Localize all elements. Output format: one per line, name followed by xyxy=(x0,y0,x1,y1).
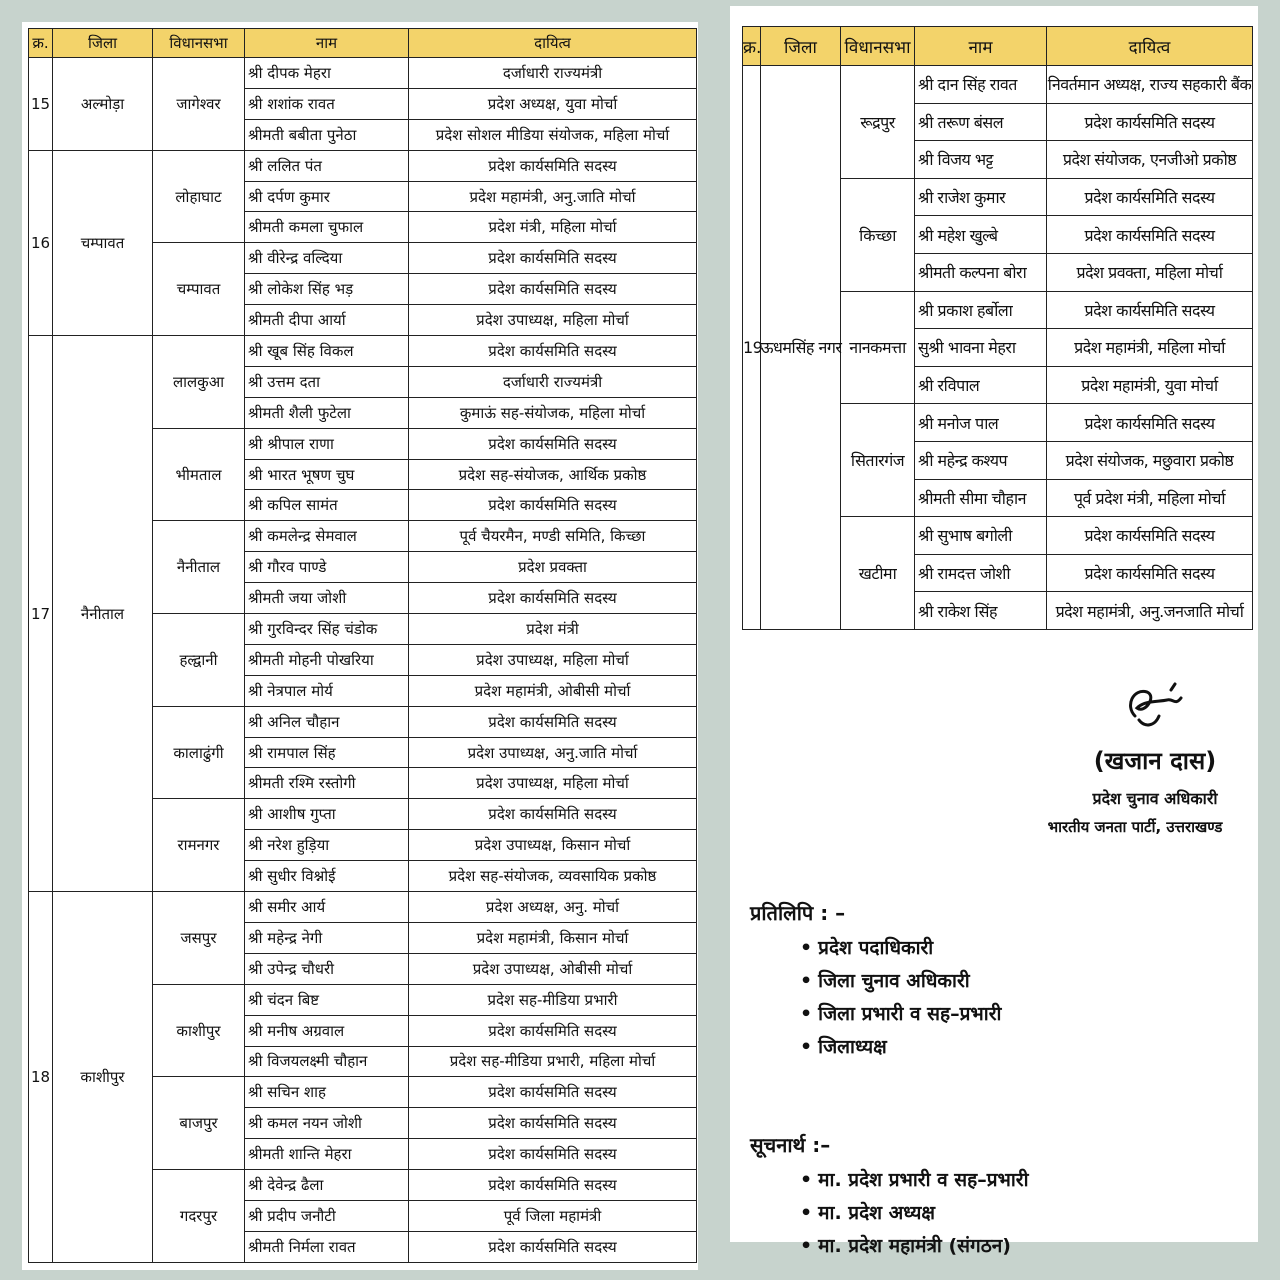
responsibility-cell: प्रदेश कार्यसमिति सदस्य xyxy=(409,583,697,614)
assembly-cell: जागेश्वर xyxy=(153,58,245,151)
responsibility-cell: प्रदेश उपाध्यक्ष, महिला मोर्चा xyxy=(409,768,697,799)
person-name-cell: श्री गौरव पाण्डे xyxy=(245,552,409,583)
responsibility-cell: प्रदेश कार्यसमिति सदस्य xyxy=(409,490,697,521)
person-name-cell: श्री रामदत्त जोशी xyxy=(915,554,1047,592)
for-info-list xyxy=(800,1166,1029,1265)
person-name-cell: श्रीमती शैली फुटेला xyxy=(245,397,409,428)
district-cell: ऊधमसिंह नगर xyxy=(761,66,841,630)
responsibility-cell: प्रदेश सह-मीडिया प्रभारी xyxy=(409,984,697,1015)
person-name-cell: श्री मनोज पाल xyxy=(915,404,1047,442)
serial-number-cell: 18 xyxy=(29,892,53,1263)
responsibility-cell: निवर्तमान अध्यक्ष, राज्य सहकारी बैंक xyxy=(1047,66,1253,104)
for-info-section xyxy=(750,1131,1029,1265)
person-name-cell: श्री विजय भट्ट xyxy=(915,141,1047,179)
list-item: • मा. प्रदेश प्रभारी व सह–प्रभारी xyxy=(800,1169,1029,1191)
responsibility-cell: प्रदेश सह-संयोजक, व्यवसायिक प्रकोष्ठ xyxy=(409,861,697,892)
assembly-cell: खटीमा xyxy=(841,517,915,630)
person-name-cell: श्री महेन्द्र नेगी xyxy=(245,922,409,953)
bullet-icon: • xyxy=(800,1003,813,1025)
copy-to-heading: प्रतिलिपि : – xyxy=(750,901,846,925)
header-serial: क्र. xyxy=(29,29,53,58)
serial-number-cell: 17 xyxy=(29,336,53,892)
person-name-cell: श्री नेत्रपाल मोर्य xyxy=(245,675,409,706)
signatory-post: प्रदेश चुनाव अधिकारी xyxy=(1092,789,1218,808)
list-item: • जिला चुनाव अधिकारी xyxy=(800,970,970,992)
responsibility-cell: प्रदेश उपाध्यक्ष, महिला मोर्चा xyxy=(409,644,697,675)
person-name-cell: श्री अनिल चौहान xyxy=(245,706,409,737)
responsibility-cell: प्रदेश कार्यसमिति सदस्य xyxy=(409,274,697,305)
person-name-cell: श्री सुधीर विश्नोई xyxy=(245,861,409,892)
responsibility-table-right xyxy=(742,26,1253,630)
responsibility-cell: प्रदेश कार्यसमिति सदस्य xyxy=(1047,216,1253,254)
person-name-cell: श्री दीपक मेहरा xyxy=(245,58,409,89)
responsibility-cell: प्रदेश महामंत्री, ओबीसी मोर्चा xyxy=(409,675,697,706)
person-name-cell: श्री कमल नयन जोशी xyxy=(245,1108,409,1139)
assembly-cell: गदरपुर xyxy=(153,1170,245,1263)
assembly-cell: किच्छा xyxy=(841,178,915,291)
bullet-icon: • xyxy=(800,1036,813,1058)
responsibility-cell: प्रदेश कार्यसमिति सदस्य xyxy=(1047,103,1253,141)
header-serial: क्र. xyxy=(743,27,761,66)
person-name-cell: श्री मनीष अग्रवाल xyxy=(245,1015,409,1046)
responsibility-cell: प्रदेश कार्यसमिति सदस्य xyxy=(1047,291,1253,329)
person-name-cell: श्री राजेश कुमार xyxy=(915,178,1047,216)
assembly-cell: नानकमत्ता xyxy=(841,291,915,404)
responsibility-cell: प्रदेश कार्यसमिति सदस्य xyxy=(1047,554,1253,592)
list-item: • मा. प्रदेश अध्यक्ष xyxy=(800,1202,936,1224)
list-item: • मा. प्रदेश महामंत्री (संगठन) xyxy=(800,1235,1011,1257)
list-item: • जिलाध्यक्ष xyxy=(800,1036,887,1058)
district-cell: काशीपुर xyxy=(53,892,153,1263)
table-row xyxy=(29,150,697,181)
table-row xyxy=(743,66,1253,104)
person-name-cell: श्री देवेन्द्र ढैला xyxy=(245,1170,409,1201)
person-name-cell: श्री वीरेन्द्र वल्दिया xyxy=(245,243,409,274)
responsibility-cell: कुमाऊं सह-संयोजक, महिला मोर्चा xyxy=(409,397,697,428)
person-name-cell: श्री कपिल सामंत xyxy=(245,490,409,521)
responsibility-cell: पूर्व चैयरमैन, मण्डी समिति, किच्छा xyxy=(409,521,697,552)
person-name-cell: श्रीमती सीमा चौहान xyxy=(915,479,1047,517)
person-name-cell: श्री समीर आर्य xyxy=(245,892,409,923)
bullet-icon: • xyxy=(800,970,813,992)
person-name-cell: श्री गुरविन्दर सिंह चंडोक xyxy=(245,614,409,645)
for-info-heading: सूचनार्थ :– xyxy=(750,1133,831,1157)
copy-to-list xyxy=(800,934,1001,1066)
person-name-cell: श्री चंदन बिष्ट xyxy=(245,984,409,1015)
responsibility-cell: पूर्व जिला महामंत्री xyxy=(409,1200,697,1231)
person-name-cell: श्रीमती दीपा आर्या xyxy=(245,305,409,336)
responsibility-cell: प्रदेश कार्यसमिति सदस्य xyxy=(409,1077,697,1108)
bullet-icon: • xyxy=(800,1235,813,1257)
person-name-cell: सुश्री भावना मेहरा xyxy=(915,329,1047,367)
responsibility-cell: प्रदेश प्रवक्ता, महिला मोर्चा xyxy=(1047,253,1253,291)
signature-mark xyxy=(1115,676,1195,736)
table-row xyxy=(29,336,697,367)
person-name-cell: श्री आशीष गुप्ता xyxy=(245,799,409,830)
responsibility-cell: दर्जाधारी राज्यमंत्री xyxy=(409,366,697,397)
person-name-cell: श्री सुभाष बगोली xyxy=(915,517,1047,555)
person-name-cell: श्री रामपाल सिंह xyxy=(245,737,409,768)
table-row xyxy=(29,892,697,923)
signatory-organization: भारतीय जनता पार्टी, उत्तराखण्ड xyxy=(1047,818,1223,836)
responsibility-cell: प्रदेश कार्यसमिति सदस्य xyxy=(409,150,697,181)
responsibility-cell: प्रदेश कार्यसमिति सदस्य xyxy=(409,243,697,274)
responsibility-cell: प्रदेश कार्यसमिति सदस्य xyxy=(1047,404,1253,442)
header-district: जिला xyxy=(53,29,153,58)
person-name-cell: श्रीमती निर्मला रावत xyxy=(245,1231,409,1262)
responsibility-cell: प्रदेश उपाध्यक्ष, किसान मोर्चा xyxy=(409,830,697,861)
person-name-cell: श्री दर्पण कुमार xyxy=(245,181,409,212)
person-name-cell: श्री महेन्द्र कश्यप xyxy=(915,441,1047,479)
district-cell: अल्मोड़ा xyxy=(53,58,153,151)
header-assembly: विधानसभा xyxy=(153,29,245,58)
person-name-cell: श्री प्रदीप जनौटी xyxy=(245,1200,409,1231)
bullet-icon: • xyxy=(800,1169,813,1191)
person-name-cell: श्री उपेन्द्र चौधरी xyxy=(245,953,409,984)
responsibility-cell: प्रदेश महामंत्री, महिला मोर्चा xyxy=(1047,329,1253,367)
person-name-cell: श्रीमती बबीता पुनेठा xyxy=(245,119,409,150)
district-cell: चम्पावत xyxy=(53,150,153,335)
assembly-cell: हल्द्वानी xyxy=(153,614,245,707)
person-name-cell: श्री भारत भूषण चुघ xyxy=(245,459,409,490)
person-name-cell: श्री तरूण बंसल xyxy=(915,103,1047,141)
responsibility-cell: प्रदेश कार्यसमिति सदस्य xyxy=(409,1108,697,1139)
responsibility-cell: प्रदेश महामंत्री, अनु.जनजाति मोर्चा xyxy=(1047,592,1253,630)
responsibility-cell: प्रदेश संयोजक, मछुवारा प्रकोष्ठ xyxy=(1047,441,1253,479)
responsibility-cell: प्रदेश सोशल मीडिया संयोजक, महिला मोर्चा xyxy=(409,119,697,150)
responsibility-cell: प्रदेश कार्यसमिति सदस्य xyxy=(409,799,697,830)
bullet-icon: • xyxy=(800,1202,813,1224)
table-header-row xyxy=(743,27,1253,66)
responsibility-cell: प्रदेश उपाध्यक्ष, महिला मोर्चा xyxy=(409,305,697,336)
responsibility-cell: प्रदेश कार्यसमिति सदस्य xyxy=(409,706,697,737)
header-assembly: विधानसभा xyxy=(841,27,915,66)
table-row xyxy=(29,58,697,89)
responsibility-cell: प्रदेश महामंत्री, किसान मोर्चा xyxy=(409,922,697,953)
list-item: • जिला प्रभारी व सह–प्रभारी xyxy=(800,1003,1002,1025)
serial-number-cell: 16 xyxy=(29,150,53,335)
responsibility-cell: दर्जाधारी राज्यमंत्री xyxy=(409,58,697,89)
header-name: नाम xyxy=(245,29,409,58)
assembly-cell: जसपुर xyxy=(153,892,245,985)
responsibility-cell: प्रदेश मंत्री xyxy=(409,614,697,645)
person-name-cell: श्री शशांक रावत xyxy=(245,88,409,119)
assembly-cell: रूद्रपुर xyxy=(841,66,915,179)
page-left xyxy=(22,22,698,1270)
signatory-name: (खजान दास) xyxy=(1093,747,1217,775)
person-name-cell: श्रीमती कल्पना बोरा xyxy=(915,253,1047,291)
assembly-cell: रामनगर xyxy=(153,799,245,892)
table-header-row xyxy=(29,29,697,58)
responsibility-cell: प्रदेश अध्यक्ष, अनु. मोर्चा xyxy=(409,892,697,923)
responsibility-cell: प्रदेश कार्यसमिति सदस्य xyxy=(409,1015,697,1046)
serial-number-cell: 15 xyxy=(29,58,53,151)
header-responsibility: दायित्व xyxy=(1047,27,1253,66)
responsibility-cell: प्रदेश कार्यसमिति सदस्य xyxy=(409,336,697,367)
person-name-cell: श्री नरेश हुड़िया xyxy=(245,830,409,861)
responsibility-cell: प्रदेश सह-मीडिया प्रभारी, महिला मोर्चा xyxy=(409,1046,697,1077)
signature-block xyxy=(1047,676,1240,837)
person-name-cell: श्री राकेश सिंह xyxy=(915,592,1047,630)
responsibility-cell: प्रदेश कार्यसमिति सदस्य xyxy=(1047,178,1253,216)
assembly-cell: लोहाघाट xyxy=(153,150,245,243)
person-name-cell: श्री श्रीपाल राणा xyxy=(245,428,409,459)
responsibility-cell: प्रदेश महामंत्री, अनु.जाति मोर्चा xyxy=(409,181,697,212)
assembly-cell: बाजपुर xyxy=(153,1077,245,1170)
person-name-cell: श्री महेश खुल्बे xyxy=(915,216,1047,254)
responsibility-cell: प्रदेश कार्यसमिति सदस्य xyxy=(409,1170,697,1201)
assembly-cell: काशीपुर xyxy=(153,984,245,1077)
header-responsibility: दायित्व xyxy=(409,29,697,58)
person-name-cell: श्रीमती शान्ति मेहरा xyxy=(245,1139,409,1170)
header-name: नाम xyxy=(915,27,1047,66)
responsibility-cell: प्रदेश अध्यक्ष, युवा मोर्चा xyxy=(409,88,697,119)
person-name-cell: श्री प्रकाश हर्बोला xyxy=(915,291,1047,329)
responsibility-cell: प्रदेश कार्यसमिति सदस्य xyxy=(409,1139,697,1170)
responsibility-table-left xyxy=(28,28,697,1263)
responsibility-cell: प्रदेश कार्यसमिति सदस्य xyxy=(409,1231,697,1262)
assembly-cell: चम्पावत xyxy=(153,243,245,336)
page-right xyxy=(730,6,1258,1257)
responsibility-cell: प्रदेश महामंत्री, युवा मोर्चा xyxy=(1047,366,1253,404)
assembly-cell: लालकुआ xyxy=(153,336,245,429)
responsibility-cell: प्रदेश सह-संयोजक, आर्थिक प्रकोष्ठ xyxy=(409,459,697,490)
person-name-cell: श्रीमती रश्मि रस्तोगी xyxy=(245,768,409,799)
bullet-icon: • xyxy=(800,937,813,959)
responsibility-cell: प्रदेश संयोजक, एनजीओ प्रकोष्ठ xyxy=(1047,141,1253,179)
list-item: • प्रदेश पदाधिकारी xyxy=(800,937,934,959)
copy-to-section xyxy=(750,899,1001,1066)
assembly-cell: भीमताल xyxy=(153,428,245,521)
person-name-cell: श्री ललित पंत xyxy=(245,150,409,181)
responsibility-cell: प्रदेश प्रवक्ता xyxy=(409,552,697,583)
district-cell: नैनीताल xyxy=(53,336,153,892)
person-name-cell: श्रीमती कमला चुफाल xyxy=(245,212,409,243)
serial-number-cell: 19 xyxy=(743,66,761,630)
responsibility-cell: प्रदेश कार्यसमिति सदस्य xyxy=(409,428,697,459)
responsibility-cell: प्रदेश उपाध्यक्ष, ओबीसी मोर्चा xyxy=(409,953,697,984)
header-district: जिला xyxy=(761,27,841,66)
person-name-cell: श्री उत्तम दता xyxy=(245,366,409,397)
person-name-cell: श्री लोकेश सिंह भड़ xyxy=(245,274,409,305)
person-name-cell: श्रीमती मोहनी पोखरिया xyxy=(245,644,409,675)
responsibility-cell: प्रदेश उपाध्यक्ष, अनु.जाति मोर्चा xyxy=(409,737,697,768)
person-name-cell: श्री रविपाल xyxy=(915,366,1047,404)
assembly-cell: सितारगंज xyxy=(841,404,915,517)
assembly-cell: कालाढुंगी xyxy=(153,706,245,799)
person-name-cell: श्री दान सिंह रावत xyxy=(915,66,1047,104)
person-name-cell: श्री सचिन शाह xyxy=(245,1077,409,1108)
person-name-cell: श्री खूब सिंह विकल xyxy=(245,336,409,367)
person-name-cell: श्रीमती जया जोशी xyxy=(245,583,409,614)
responsibility-cell: प्रदेश मंत्री, महिला मोर्चा xyxy=(409,212,697,243)
person-name-cell: श्री विजयलक्ष्मी चौहान xyxy=(245,1046,409,1077)
responsibility-cell: प्रदेश कार्यसमिति सदस्य xyxy=(1047,517,1253,555)
responsibility-cell: पूर्व प्रदेश मंत्री, महिला मोर्चा xyxy=(1047,479,1253,517)
person-name-cell: श्री कमलेन्द्र सेमवाल xyxy=(245,521,409,552)
assembly-cell: नैनीताल xyxy=(153,521,245,614)
